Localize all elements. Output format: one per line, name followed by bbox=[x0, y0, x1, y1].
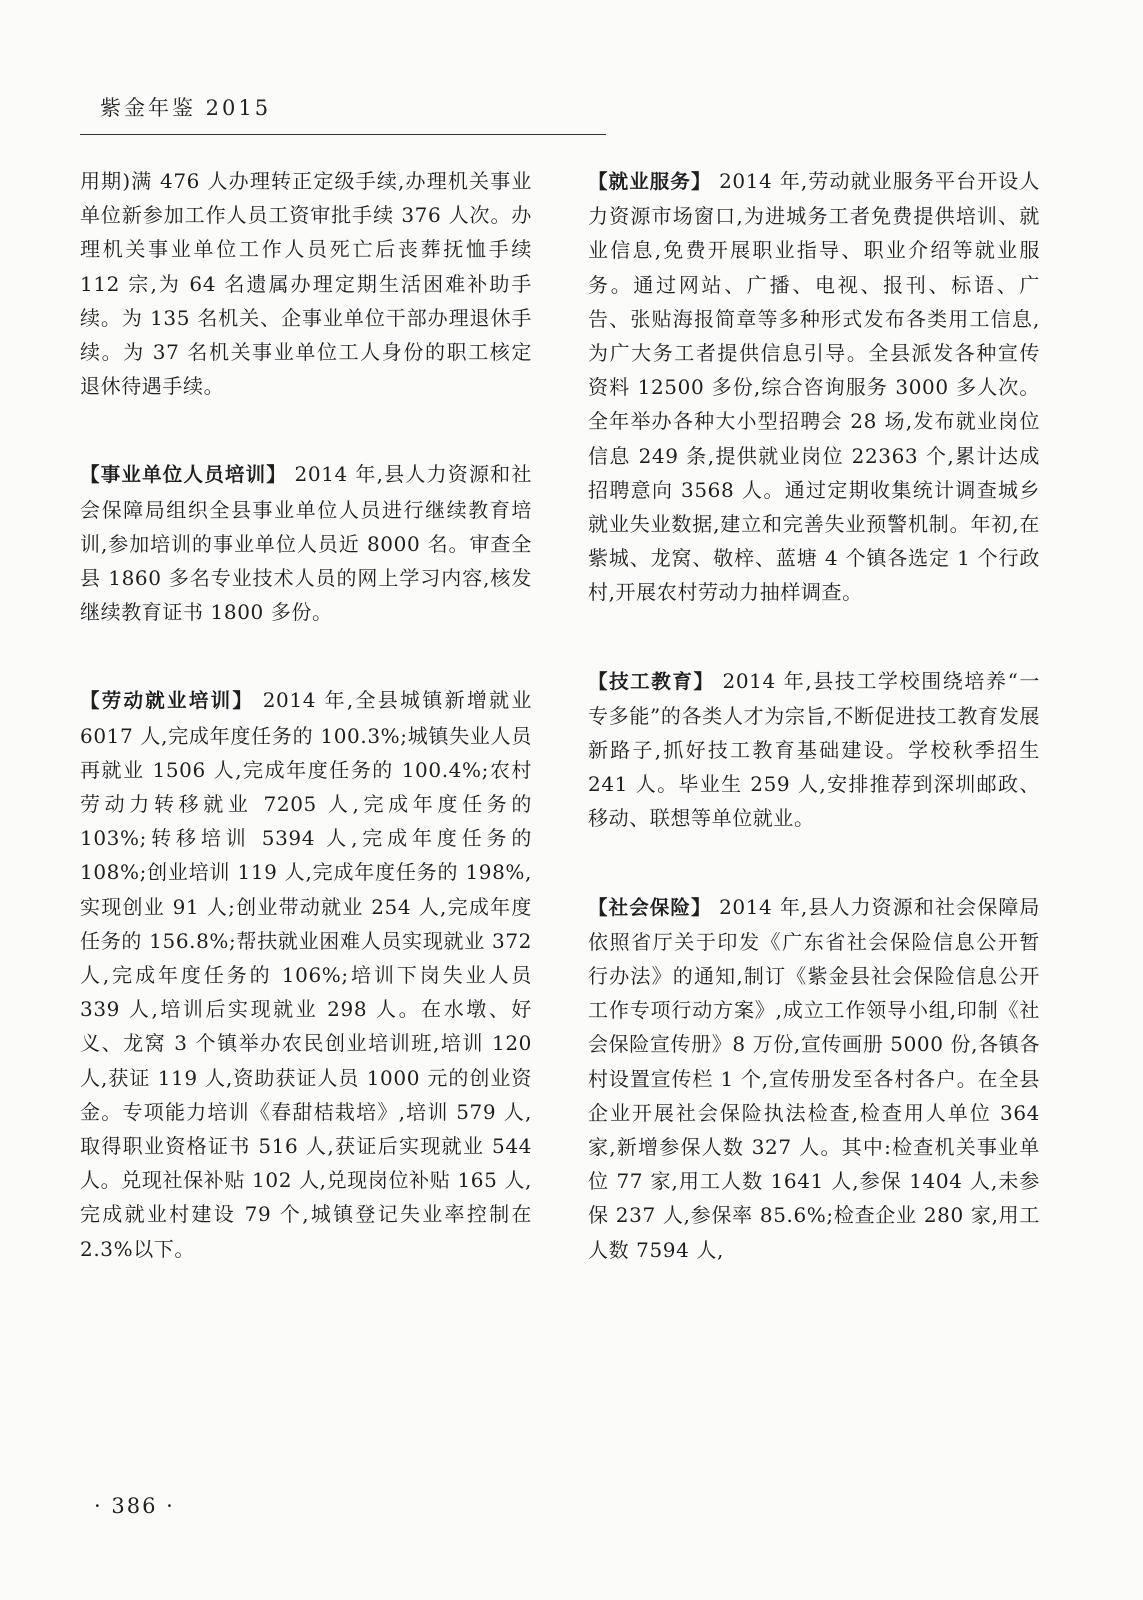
paragraph-employment-service bbox=[588, 164, 1040, 610]
paragraph-body: 2014 年,县人力资源和社会保障局组织全县事业单位人员进行继续教育培训,参加培训的事业单位人员近 8000 名。审查全县 1860 多名专业技术人员的网上学习内容,核发继续教育证书 1800 多份。 bbox=[80, 462, 532, 625]
section-title: 【技工教育】 bbox=[588, 669, 715, 693]
running-header: 紫金年鉴 2015 bbox=[100, 96, 272, 120]
section-title: 【社会保险】 bbox=[588, 895, 712, 919]
paragraph-social-insurance bbox=[588, 890, 1040, 1267]
left-column bbox=[80, 164, 532, 1266]
paragraph-body: 2014 年,全县城镇新增就业 6017 人,完成年度任务的 100.3%;城镇失业人员再就业 1506 人,完成年度任务的 100.4%;农村劳动力转移就业 7205 人,完成年度任务的 103%;转移培训 5394 人,完成年度任务的 108%;创业培训 119 人,完成年度任务的 198%,实现创业 91 人;创业带动就业 254 人,完成年度任务的 156.8%;帮扶就业困难人员实现就业 372 人,完成年度任务的 106%;培训下岗失业人员 339 人,培训后实现就业 298 人。在水墩、好义、龙窝 3 个镇举办农民创业培训班,培训 120 人,获证 119 人,资助获证人员 1000 元的创业资金。专项能力培训《春甜桔栽培》,培训 579 人,取得职业资格证书 516 人,获证后实现就业 544 人。兑现社保补贴 102 人,兑现岗位补贴 165 人,完成就业村建设 79 个,城镇登记失业率控制在 2.3%以下。 bbox=[80, 688, 532, 1261]
section-title: 【就业服务】 bbox=[588, 170, 712, 193]
section-title: 【劳动就业培训】 bbox=[80, 689, 255, 713]
paragraph-labor-employment-training bbox=[80, 683, 532, 1265]
paragraph-technical-education bbox=[588, 664, 1040, 836]
right-column bbox=[588, 164, 1040, 1267]
paragraph-body: 用期)满 476 人办理转正定级手续,办理机关事业单位新参加工作人员工资审批手续 376 人次。办理机关事业单位工作人员死亡后丧葬抚恤手续 112 宗,为 64 名遗属办理定期生活困难补助手续。为 135 名机关、企事业单位干部办理退休手续。为 37 名机关事业单位工人身份的职工核定退休待遇手续。 bbox=[80, 169, 532, 399]
paragraph-body: 2014 年,县技工学校围绕培养“一专多能”的各类人才为宗旨,不断促进技工教育发展新路子,抓好技工教育基础建设。学校秋季招生 241 人。毕业生 259 人,安排推荐到深圳邮政、移动、联想等单位就业。 bbox=[588, 668, 1040, 831]
section-title: 【事业单位人员培训】 bbox=[80, 463, 287, 487]
page-number: · 386 · bbox=[94, 1494, 175, 1518]
paragraph-body: 2014 年,县人力资源和社会保障局依照省厅关于印发《广东省社会保险信息公开暂行办法》的通知,制订《紫金县社会保险信息公开工作专项行动方案》,成立工作领导小组,印制《社会保险宣传册》8 万份,宣传画册 5000 份,各镇各村设置宣传栏 1 个,宣传册发至各村各户。在全县企业开展社会保险执法检查,检查用人单位 364 家,新增参保人数 327 人。其中:检查机关事业单位 77 家,用工人数 1641 人,参保 1404 人,未参保 237 人,参保率 85.6%;检查企业 280 家,用工人数 7594 人, bbox=[588, 894, 1040, 1262]
paragraph-institution-staff-training bbox=[80, 457, 532, 629]
paragraph-continuation bbox=[80, 164, 532, 403]
header-rule bbox=[80, 134, 606, 135]
paragraph-body: 2014 年,劳动就业服务平台开设人力资源市场窗口,为进城务工者免费提供培训、就业信息,免费开展职业指导、职业介绍等就业服务。通过网站、广播、电视、报刊、标语、广告、张贴海报简章等多种形式发布各类用工信息,为广大务工者提供信息引导。全县派发各种宣传资料 12500 多份,综合咨询服务 3000 多人次。全年举办各种大小型招聘会 28 场,发布就业岗位信息 249 条,提供就业岗位 22363 个,累计达成招聘意向 3568 人。通过定期收集统计调查城乡就业失业数据,建立和完善失业预警机制。年初,在紫城、龙窝、敬梓、蓝塘 4 个镇各选定 1 个行政村,开展农村劳动力抽样调查。 bbox=[588, 169, 1040, 605]
